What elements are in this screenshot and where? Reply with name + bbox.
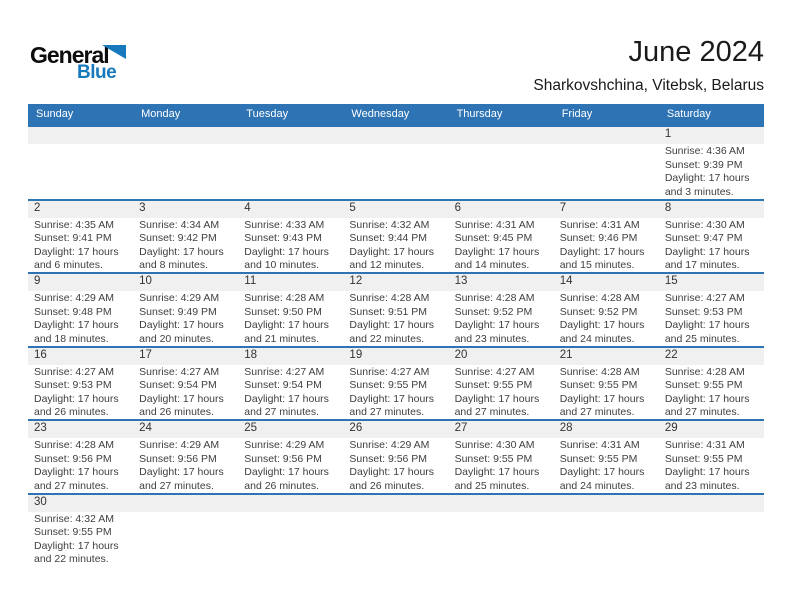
day-number: 27 (454, 422, 468, 434)
day-details (554, 289, 659, 346)
day-cell (133, 346, 238, 420)
daylight-text: Daylight: 17 hours and 20 minutes. (139, 319, 224, 345)
day-cell (238, 125, 343, 199)
sunrise-text: Sunrise: 4:27 AM (139, 365, 220, 378)
daylight-text: Daylight: 17 hours and 3 minutes. (664, 172, 750, 198)
day-cell (28, 125, 133, 199)
daylight-text: Daylight: 17 hours and 25 minutes. (664, 319, 750, 345)
day-cell (343, 125, 448, 199)
daylight-text: Daylight: 17 hours and 24 minutes. (559, 466, 645, 492)
day-cell (659, 419, 764, 493)
sunrise-text: Sunrise: 4:29 AM (139, 439, 220, 451)
day-cell (343, 199, 448, 273)
daylight-text: Daylight: 17 hours and 27 minutes. (559, 392, 645, 418)
sunset-text: Sunset: 9:56 PM (244, 452, 322, 465)
sunrise-text: Sunrise: 4:27 AM (454, 365, 535, 378)
sunrise-text: Sunrise: 4:30 AM (664, 218, 745, 231)
day-number: 4 (244, 201, 251, 214)
daylight-text: Daylight: 17 hours and 23 minutes. (454, 319, 540, 345)
week-row (28, 125, 764, 199)
daylight-text: Daylight: 17 hours and 10 minutes. (244, 245, 329, 271)
day-number: 28 (559, 422, 573, 434)
weekday-header-sunday: Sunday (36, 108, 74, 120)
sunset-text: Sunset: 9:55 PM (34, 526, 112, 538)
daylight-text: Daylight: 17 hours and 27 minutes. (454, 392, 540, 418)
sunrise-text: Sunrise: 4:28 AM (349, 292, 430, 304)
day-cell (659, 125, 764, 199)
day-details (343, 216, 448, 273)
day-number (449, 493, 554, 510)
sunset-text: Sunset: 9:44 PM (349, 232, 428, 244)
day-number: 13 (454, 275, 468, 287)
daylight-text: Daylight: 17 hours and 24 minutes. (559, 319, 645, 345)
daylight-text: Daylight: 17 hours and 22 minutes. (349, 319, 435, 345)
sunset-text: Sunset: 9:56 PM (349, 452, 428, 465)
sunrise-text: Sunrise: 4:29 AM (34, 292, 114, 304)
day-details (238, 216, 343, 273)
day-details (449, 216, 554, 273)
sunset-text: Sunset: 9:45 PM (454, 232, 533, 244)
daylight-text: Daylight: 17 hours and 22 minutes. (34, 539, 119, 565)
day-details (343, 363, 448, 420)
daylight-text: Daylight: 17 hours and 14 minutes. (454, 245, 540, 271)
sunset-text: Sunset: 9:55 PM (349, 379, 428, 391)
day-details (133, 289, 238, 346)
daylight-text: Daylight: 17 hours and 12 minutes. (349, 245, 435, 271)
day-cell (133, 493, 238, 567)
day-cell (343, 419, 448, 493)
sunrise-text: Sunrise: 4:29 AM (244, 439, 325, 451)
day-cell (238, 493, 343, 567)
day-number: 25 (244, 422, 258, 434)
sunrise-text: Sunrise: 4:27 AM (664, 292, 745, 304)
day-number: 16 (34, 348, 47, 361)
day-number: 5 (349, 201, 356, 214)
day-number: 6 (454, 201, 461, 214)
week-row (28, 346, 764, 420)
daylight-text: Daylight: 17 hours and 27 minutes. (664, 392, 750, 418)
sunset-text: Sunset: 9:50 PM (244, 305, 322, 318)
day-details (659, 363, 764, 420)
day-details (28, 510, 133, 567)
sunset-text: Sunset: 9:52 PM (559, 305, 638, 318)
calendar-grid (28, 125, 764, 566)
day-cell (343, 493, 448, 567)
day-number (133, 493, 238, 510)
day-number: 14 (559, 275, 573, 287)
day-number: 2 (34, 201, 41, 214)
day-cell (133, 272, 238, 346)
sunrise-text: Sunrise: 4:32 AM (349, 218, 430, 231)
daylight-text: Daylight: 17 hours and 15 minutes. (559, 245, 645, 271)
day-cell (238, 346, 343, 420)
sunset-text: Sunset: 9:53 PM (34, 379, 112, 391)
day-number (238, 493, 343, 510)
sunset-text: Sunset: 9:55 PM (559, 452, 638, 465)
day-cell (449, 419, 554, 493)
daylight-text: Daylight: 17 hours and 26 minutes. (34, 392, 119, 418)
day-cell (343, 272, 448, 346)
logo-triangle-icon (102, 45, 126, 64)
day-details (28, 436, 133, 493)
day-cell (28, 419, 133, 493)
day-number: 19 (349, 348, 363, 361)
day-number (449, 125, 554, 142)
day-details (449, 363, 554, 420)
day-cell (28, 493, 133, 567)
weekday-header-monday: Monday (141, 108, 181, 120)
week-row (28, 419, 764, 493)
day-cell (238, 199, 343, 273)
day-number (554, 493, 659, 510)
day-cell (659, 199, 764, 273)
day-number: 26 (349, 422, 363, 434)
sunrise-text: Sunrise: 4:34 AM (139, 218, 220, 231)
calendar (28, 104, 764, 566)
day-details (554, 363, 659, 420)
week-row (28, 272, 764, 346)
day-details (449, 436, 554, 493)
day-details (659, 289, 764, 346)
sunrise-text: Sunrise: 4:31 AM (559, 218, 640, 231)
day-number (238, 125, 343, 142)
sunset-text: Sunset: 9:53 PM (664, 305, 743, 318)
daylight-text: Daylight: 17 hours and 27 minutes. (244, 392, 329, 418)
daylight-text: Daylight: 17 hours and 27 minutes. (349, 392, 435, 418)
sunset-text: Sunset: 9:55 PM (664, 452, 743, 465)
day-cell (554, 199, 659, 273)
daylight-text: Daylight: 17 hours and 6 minutes. (34, 245, 119, 271)
sunset-text: Sunset: 9:52 PM (454, 305, 533, 318)
day-number (28, 125, 133, 142)
daylight-text: Daylight: 17 hours and 8 minutes. (139, 245, 224, 271)
day-number (343, 125, 448, 142)
daylight-text: Daylight: 17 hours and 27 minutes. (139, 466, 224, 492)
day-cell (28, 199, 133, 273)
sunrise-text: Sunrise: 4:28 AM (664, 365, 745, 378)
day-number (343, 493, 448, 510)
day-cell (449, 346, 554, 420)
daylight-text: Daylight: 17 hours and 23 minutes. (664, 466, 750, 492)
day-details (133, 216, 238, 273)
daylight-text: Daylight: 17 hours and 26 minutes. (244, 466, 329, 492)
day-cell (343, 346, 448, 420)
month-title: June 2024 (628, 36, 764, 68)
sunset-text: Sunset: 9:56 PM (139, 452, 217, 465)
day-details (238, 289, 343, 346)
week-row (28, 199, 764, 273)
logo-text-general: General (30, 42, 109, 68)
day-number: 9 (34, 275, 41, 287)
sunset-text: Sunset: 9:41 PM (34, 232, 112, 244)
sunrise-text: Sunrise: 4:27 AM (244, 365, 325, 378)
weekday-header-thursday: Thursday (456, 108, 503, 120)
day-number: 18 (244, 348, 258, 361)
day-cell (133, 199, 238, 273)
daylight-text: Daylight: 17 hours and 26 minutes. (349, 466, 435, 492)
day-cell (449, 199, 554, 273)
sunrise-text: Sunrise: 4:36 AM (664, 145, 745, 157)
sunrise-text: Sunrise: 4:28 AM (34, 439, 114, 451)
day-number (659, 493, 764, 510)
day-cell (28, 272, 133, 346)
weekday-header-friday: Friday (561, 108, 593, 120)
day-details (133, 436, 238, 493)
day-cell (554, 493, 659, 567)
sunrise-text: Sunrise: 4:31 AM (664, 439, 745, 451)
day-number: 21 (559, 348, 573, 361)
sunset-text: Sunset: 9:48 PM (34, 305, 112, 318)
day-cell (554, 346, 659, 420)
day-details (28, 363, 133, 420)
day-number: 22 (664, 348, 678, 361)
logo-text-blue: Blue (77, 62, 117, 83)
daylight-text: Daylight: 17 hours and 27 minutes. (34, 466, 119, 492)
day-details (659, 216, 764, 273)
daylight-text: Daylight: 17 hours and 17 minutes. (664, 245, 750, 271)
day-number: 12 (349, 275, 363, 287)
sunrise-text: Sunrise: 4:33 AM (244, 218, 325, 231)
day-cell (238, 272, 343, 346)
sunset-text: Sunset: 9:39 PM (664, 158, 743, 171)
day-details (343, 289, 448, 346)
daylight-text: Daylight: 17 hours and 18 minutes. (34, 319, 119, 345)
sunrise-text: Sunrise: 4:27 AM (349, 365, 430, 378)
day-cell (449, 125, 554, 199)
sunrise-text: Sunrise: 4:28 AM (559, 365, 640, 378)
day-details (238, 363, 343, 420)
day-number: 29 (664, 422, 678, 434)
sunset-text: Sunset: 9:51 PM (349, 305, 428, 318)
day-cell (449, 493, 554, 567)
day-cell (133, 125, 238, 199)
sunset-text: Sunset: 9:49 PM (139, 305, 217, 318)
sunset-text: Sunset: 9:56 PM (34, 452, 112, 465)
day-cell (659, 346, 764, 420)
day-cell (554, 125, 659, 199)
day-details (28, 216, 133, 273)
day-details (238, 436, 343, 493)
sunset-text: Sunset: 9:55 PM (454, 452, 533, 465)
sunrise-text: Sunrise: 4:28 AM (454, 292, 535, 304)
week-row (28, 493, 764, 567)
day-details (343, 436, 448, 493)
general-blue-logo (30, 44, 150, 95)
day-details (449, 289, 554, 346)
page-header (30, 36, 764, 95)
weekday-header-wednesday: Wednesday (351, 108, 410, 120)
day-number: 24 (139, 422, 152, 434)
day-details (133, 363, 238, 420)
day-cell (133, 419, 238, 493)
day-cell (554, 419, 659, 493)
day-details (28, 289, 133, 346)
sunset-text: Sunset: 9:42 PM (139, 232, 217, 244)
day-cell (449, 272, 554, 346)
day-details (554, 436, 659, 493)
day-cell (554, 272, 659, 346)
day-number: 17 (139, 348, 152, 361)
day-cell (238, 419, 343, 493)
sunrise-text: Sunrise: 4:29 AM (349, 439, 430, 451)
day-number: 7 (559, 201, 567, 214)
sunrise-text: Sunrise: 4:28 AM (559, 292, 640, 304)
sunrise-text: Sunrise: 4:31 AM (454, 218, 535, 231)
sunset-text: Sunset: 9:55 PM (559, 379, 638, 391)
sunrise-text: Sunrise: 4:35 AM (34, 218, 114, 231)
day-number: 30 (34, 495, 47, 508)
weekday-header-row (28, 104, 764, 125)
sunrise-text: Sunrise: 4:31 AM (559, 439, 640, 451)
day-number: 15 (664, 275, 678, 287)
sunset-text: Sunset: 9:43 PM (244, 232, 322, 244)
day-number: 11 (244, 275, 257, 287)
sunset-text: Sunset: 9:55 PM (454, 379, 533, 391)
day-number: 10 (139, 275, 152, 287)
sunrise-text: Sunrise: 4:29 AM (139, 292, 220, 304)
sunset-text: Sunset: 9:47 PM (664, 232, 743, 244)
day-number: 3 (139, 201, 146, 214)
sunset-text: Sunset: 9:46 PM (559, 232, 638, 244)
day-cell (659, 272, 764, 346)
weekday-header-saturday: Saturday (666, 108, 711, 120)
day-details (659, 436, 764, 493)
day-number: 1 (664, 128, 672, 140)
title-block (533, 36, 764, 95)
sunrise-text: Sunrise: 4:28 AM (244, 292, 325, 304)
daylight-text: Daylight: 17 hours and 25 minutes. (454, 466, 540, 492)
sunrise-text: Sunrise: 4:27 AM (34, 365, 114, 378)
daylight-text: Daylight: 17 hours and 21 minutes. (244, 319, 329, 345)
day-number (554, 125, 659, 142)
day-number: 23 (34, 422, 47, 434)
day-details (554, 216, 659, 273)
sunset-text: Sunset: 9:54 PM (139, 379, 217, 391)
sunset-text: Sunset: 9:54 PM (244, 379, 322, 391)
day-number: 20 (454, 348, 468, 361)
day-details (659, 142, 764, 199)
day-cell (28, 346, 133, 420)
sunrise-text: Sunrise: 4:32 AM (34, 512, 114, 525)
day-number: 8 (664, 201, 672, 214)
sunset-text: Sunset: 9:55 PM (664, 379, 743, 391)
daylight-text: Daylight: 17 hours and 26 minutes. (139, 392, 224, 418)
day-cell (659, 493, 764, 567)
sunrise-text: Sunrise: 4:30 AM (454, 439, 535, 451)
weekday-header-tuesday: Tuesday (246, 108, 289, 120)
day-number (133, 125, 238, 142)
location-subtitle: Sharkovshchina, Vitebsk, Belarus (533, 77, 764, 94)
